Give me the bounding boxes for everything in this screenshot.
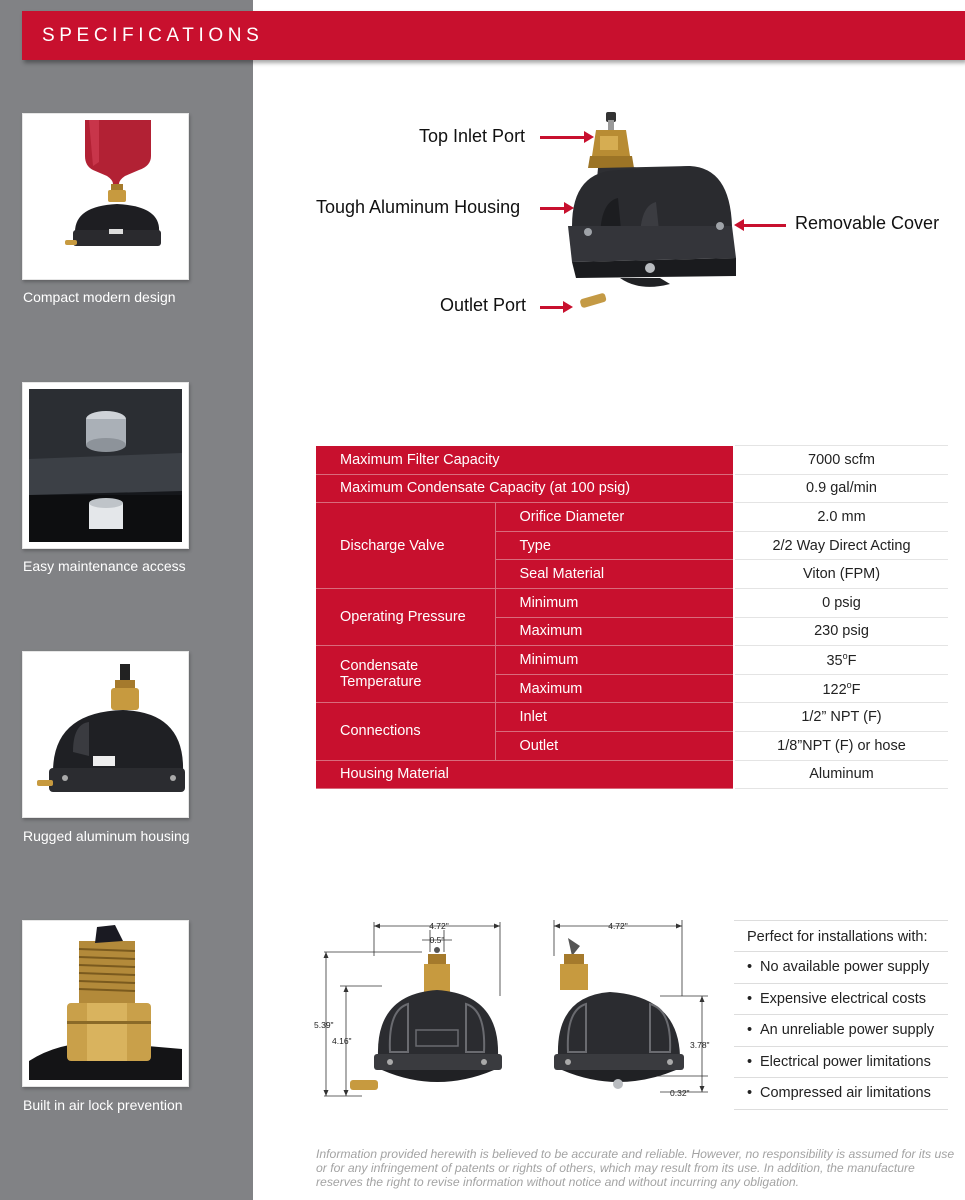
spec-sublabel: Maximum	[495, 617, 734, 646]
caption-airlock: Built in air lock prevention	[23, 1097, 183, 1113]
side-width-dim: 4.72"	[608, 921, 628, 931]
caption-maintenance: Easy maintenance access	[23, 558, 186, 574]
bolt-closeup-photo	[22, 382, 189, 549]
bullet: •	[747, 959, 753, 975]
table-row	[316, 474, 948, 503]
spec-sublabel: Minimum	[495, 588, 734, 617]
side-height-dim: 3.78"	[690, 1040, 710, 1050]
degree-mark: o	[842, 651, 848, 662]
spec-value: Viton (FPM)	[734, 560, 948, 589]
bullet: •	[747, 1022, 753, 1038]
side-bottom-dim: 0.32"	[670, 1088, 690, 1098]
bullet: •	[747, 1053, 753, 1070]
spec-value: 7000 scfm	[734, 446, 948, 475]
perfect-heading: Perfect for installations with:	[734, 920, 948, 952]
cover-arrow	[742, 224, 786, 227]
temp-min-number: 35	[826, 652, 843, 669]
spec-label: Housing Material	[316, 760, 734, 789]
table-row	[316, 503, 948, 532]
spec-sublabel: Maximum	[495, 674, 734, 703]
spec-group-label: Operating Pressure	[316, 588, 495, 645]
spec-group-label: Discharge Valve	[316, 503, 495, 589]
side-dimension-drawing	[550, 916, 720, 1102]
table-row	[316, 760, 948, 789]
spec-value: 1/8”NPT (F) or hose	[734, 731, 948, 760]
front-inlet-dim: 0.5"	[429, 935, 445, 945]
front-width-dim: 4.72"	[429, 921, 449, 931]
page-title: SPECIFICATIONS	[42, 25, 264, 46]
disclaimer-text: Information provided herewith is believed to be accurate and reliable. However, no responsibility is assumed for its use or for any infringement of patents or rights of others, which may result from its use. In addition, the manufacture reserves the right to revise information without notice and without incurring any obligation.	[316, 1147, 955, 1190]
spec-sublabel: Outlet	[495, 731, 734, 760]
list-item-text: Expensive electrical costs	[760, 990, 927, 1007]
temp-label-line2: Temperature	[340, 674, 422, 691]
brass-fitting-photo	[22, 920, 189, 1087]
spec-sublabel: Orifice Diameter	[495, 503, 734, 532]
temp-label-line1: Condensate	[340, 658, 419, 675]
spec-sublabel: Type	[495, 531, 734, 560]
table-row	[316, 446, 948, 475]
housing-photo	[22, 651, 189, 818]
specifications-banner	[22, 11, 965, 60]
spec-value: 2/2 Way Direct Acting	[734, 531, 948, 560]
spec-label: Maximum Filter Capacity	[316, 446, 734, 475]
list-item	[734, 984, 948, 1016]
list-item-text: Compressed air limitations	[760, 1085, 931, 1101]
list-item-text: An unreliable power supply	[760, 1022, 935, 1038]
front-body-height-dim: 4.16"	[332, 1036, 352, 1046]
caption-housing: Rugged aluminum housing	[23, 828, 190, 844]
degree-mark: o	[846, 679, 852, 690]
spec-value: Aluminum	[734, 760, 948, 789]
front-total-height-dim: 5.39"	[314, 1020, 334, 1030]
bullet: •	[747, 990, 753, 1007]
spec-group-label: Connections	[316, 703, 495, 760]
outlet-label: Outlet Port	[440, 295, 527, 315]
spec-value: 0 psig	[734, 588, 948, 617]
table-row	[316, 646, 948, 675]
compact-drain-photo	[22, 113, 189, 280]
drain-product-photo	[560, 108, 740, 318]
cover-label: Removable Cover	[795, 213, 940, 233]
caption-compact: Compact modern design	[23, 289, 176, 305]
bullet: •	[747, 1085, 753, 1101]
housing-label: Tough Aluminum Housing	[316, 197, 521, 217]
spec-group-label	[316, 646, 495, 703]
spec-value: 0.9 gal/min	[734, 474, 948, 503]
front-dimension-drawing	[312, 916, 512, 1102]
top-inlet-label: Top Inlet Port	[419, 126, 526, 146]
spec-value	[734, 646, 948, 675]
table-row	[316, 588, 948, 617]
spec-sublabel: Minimum	[495, 646, 734, 675]
list-item	[734, 1047, 948, 1079]
temp-max-number: 122	[822, 681, 847, 698]
list-item-text: Electrical power limitations	[760, 1053, 931, 1070]
list-item	[734, 1015, 948, 1047]
table-row	[316, 703, 948, 732]
spec-label: Maximum Condensate Capacity (at 100 psig)	[316, 474, 734, 503]
perfect-for-list	[734, 920, 948, 1110]
spec-value	[734, 674, 948, 703]
temp-min-unit: F	[847, 652, 857, 669]
list-item-text: No available power supply	[760, 959, 930, 975]
temp-max-unit: F	[851, 681, 861, 698]
specifications-table	[316, 445, 948, 789]
list-item	[734, 1078, 948, 1110]
spec-sublabel: Seal Material	[495, 560, 734, 589]
spec-value: 1/2” NPT (F)	[734, 703, 948, 732]
spec-value: 230 psig	[734, 617, 948, 646]
spec-value: 2.0 mm	[734, 503, 948, 532]
spec-sublabel: Inlet	[495, 703, 734, 732]
list-item	[734, 952, 948, 984]
